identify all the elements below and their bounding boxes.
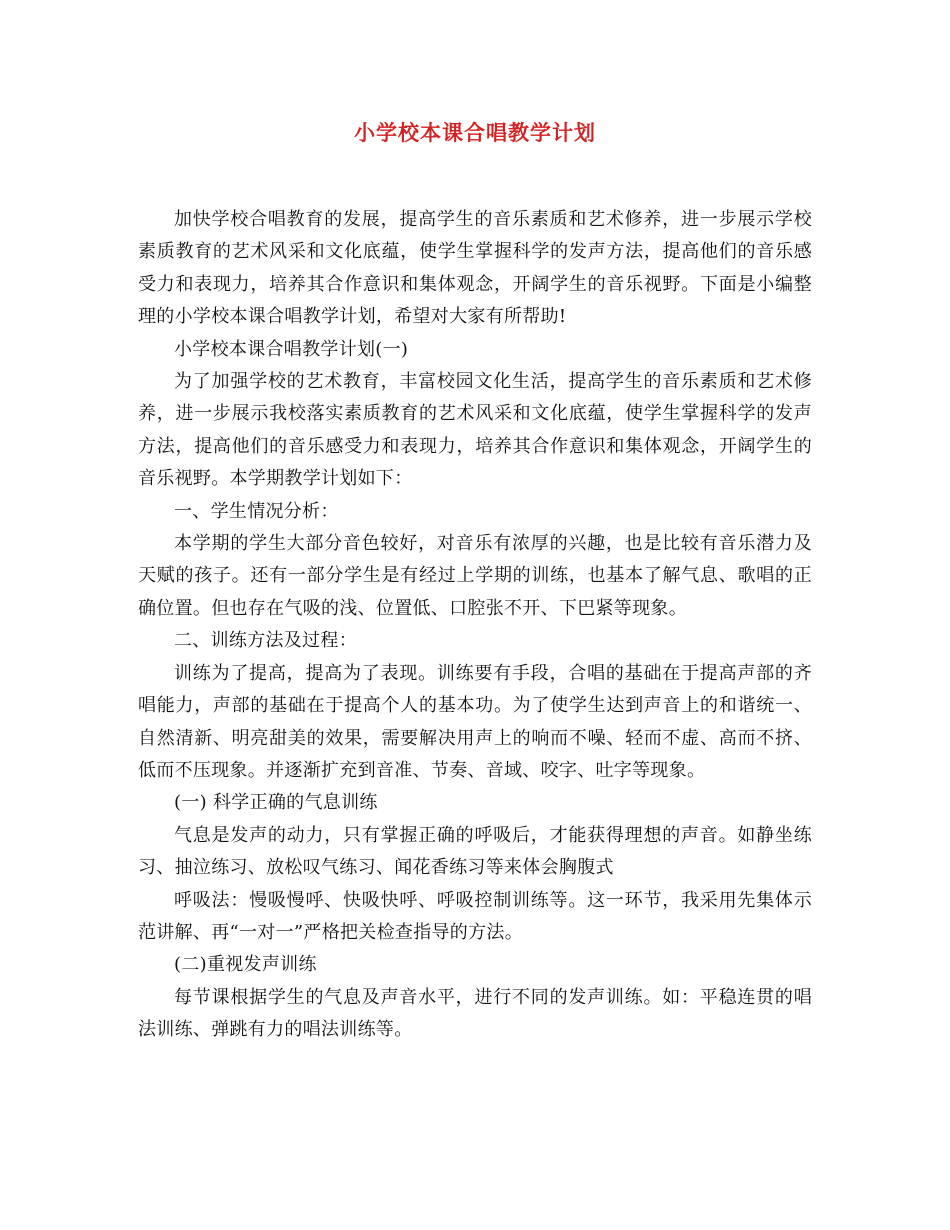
section-heading-training-methods: 二、训练方法及过程： xyxy=(174,630,357,652)
intro-paragraph: 加快学校合唱教育的发展，提高学生的音乐素质和艺术修养，进一步展示学校素质教育的艺术风采和文化底蕴，使学生掌握科学的发声方法，提高他们的音乐感受力和表现力，培养其合作意识和集体观念，开阔学生的音乐视野。下面是小编整理的小学校本课合唱教学计划，希望对大家有所帮助! xyxy=(138,209,812,328)
subsection-heading-breath-training: (一) 科学正确的气息训练 xyxy=(174,792,378,814)
body-paragraph: 为了加强学校的艺术教育，丰富校园文化生活，提高学生的音乐素质和艺术修养，进一步展示我校落实素质教育的艺术风采和文化底蕴，使学生掌握科学的发声方法，提高他们的音乐感受力和表现力，培养其合作意识和集体观念，开阔学生的音乐视野。本学期教学计划如下： xyxy=(138,371,812,490)
document-body xyxy=(138,204,812,1047)
body-paragraph: 气息是发声的动力，只有掌握正确的呼吸后，才能获得理想的声音。如静坐练习、抽泣练习、放松叹气练习、闻花香练习等来体会胸腹式 xyxy=(138,824,812,879)
document-title: 小学校本课合唱教学计划 xyxy=(354,120,596,145)
body-paragraph: 呼吸法：慢吸慢呼、快吸快呼、呼吸控制训练等。这一环节，我采用先集体示范讲解、再“一对一”严格把关检查指导的方法。 xyxy=(138,889,812,943)
subsection-heading-vocal-training: (二)重视发声训练 xyxy=(174,954,317,976)
body-paragraph: 本学期的学生大部分音色较好，对音乐有浓厚的兴趣，也是比较有音乐潜力及天赋的孩子。还有一部分学生是有经过上学期的训练，也基本了解气息、歌唱的正确位置。但也存在气吸的浅、位置低、口腔张不开、下巴紧等现象。 xyxy=(138,533,812,619)
section-heading-student-analysis: 一、学生情况分析： xyxy=(174,500,339,522)
body-paragraph: 训练为了提高，提高为了表现。训练要有手段，合唱的基础在于提高声部的齐唱能力，声部的基础在于提高个人的基本功。为了使学生达到声音上的和谐统一、自然清新、明亮甜美的效果，需要解决用声上的响而不噪、轻而不虚、高而不挤、低而不压现象。并逐渐扩充到音准、节奏、音域、咬字、吐字等现象。 xyxy=(138,662,812,781)
body-paragraph: 每节课根据学生的气息及声音水平，进行不同的发声训练。如：平稳连贯的唱法训练、弹跳有力的唱法训练等。 xyxy=(138,986,812,1041)
section-heading-plan-one: 小学校本课合唱教学计划(一) xyxy=(174,338,409,360)
